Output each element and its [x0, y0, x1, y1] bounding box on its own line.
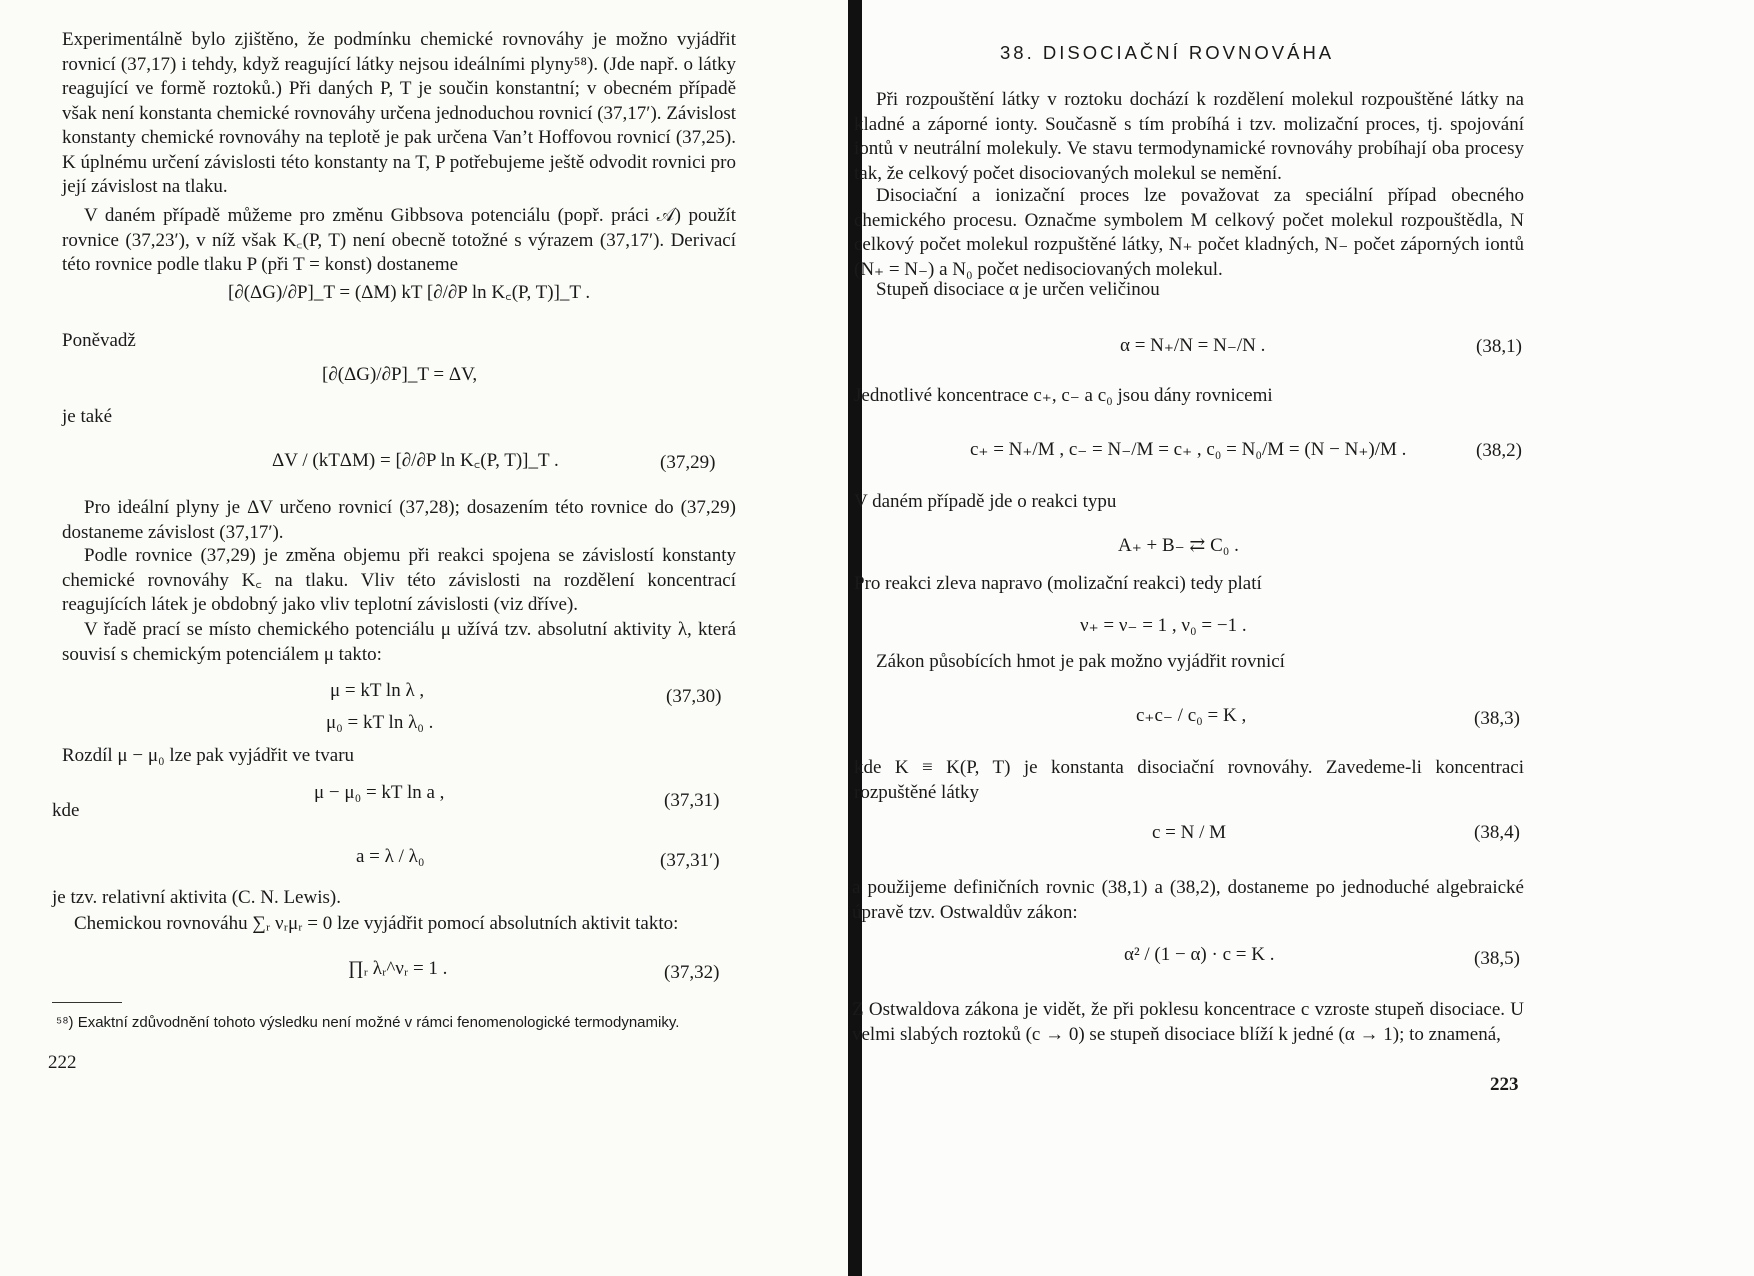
- equation-number: (37,32): [664, 962, 720, 983]
- paragraph: Z Ostwaldova zákona je vidět, že při poklesu koncentrace c vzroste stupeň disociace. U velmi slabých roztoků (c → 0) se stupeň disociace blíží k jedné (α → 1); to znamená,: [852, 999, 1524, 1045]
- paragraph: kde K ≡ K(P, T) je konstanta disociační rovnováhy. Zavedeme-li koncentraci rozpuštěné látky: [854, 757, 1524, 803]
- page-number: 223: [1490, 1074, 1519, 1095]
- equation-number: (38,3): [1474, 708, 1520, 729]
- equation: [∂(ΔG)/∂P]_T = (ΔM) kT [∂/∂P ln K꜀(P, T)]_T .: [228, 282, 591, 303]
- footnote-rule: [52, 1002, 122, 1003]
- paragraph: Jednotlivé koncentrace c₊, c₋ a c₀ jsou dány rovnicemi: [854, 385, 1273, 406]
- paragraph: V řadě prací se místo chemického potenciálu μ užívá tzv. absolutní aktivity λ, která souvisí s chemickým potenciálem μ takto:: [62, 619, 736, 665]
- equation: α = N₊/N = N₋/N .: [1120, 335, 1266, 356]
- equation: ∏ᵣ λᵣ^νᵣ = 1 .: [348, 958, 448, 979]
- paragraph: je tzv. relativní aktivita (C. N. Lewis).: [52, 887, 341, 908]
- equation-number: (38,1): [1476, 336, 1522, 357]
- paragraph: Podle rovnice (37,29) je změna objemu při reakci spojena se závislostí konstanty chemické rovnováhy K꜀ na tlaku. Vliv této závislosti na rozdělení koncentrací reagujících látek je obdobný jako vliv teplotní závislosti (viz dříve).: [62, 545, 736, 615]
- paragraph: Zákon působících hmot je pak možno vyjádřit rovnicí: [876, 651, 1285, 672]
- paragraph: Chemickou rovnováhu ∑ᵣ νᵣμᵣ = 0 lze vyjádřit pomocí absolutních aktivit takto:: [74, 913, 679, 934]
- equation: μ − μ₀ = kT ln a ,: [314, 782, 445, 803]
- equation: c = N / M: [1152, 822, 1227, 843]
- paragraph: Pro ideální plyny je ΔV určeno rovnicí (37,28); dosazením této rovnice do (37,29) dostaneme závislost (37,17′).: [62, 497, 736, 543]
- equation-number: (38,2): [1476, 440, 1522, 461]
- equation: μ₀ = kT ln λ₀ .: [326, 712, 434, 733]
- page-number: 222: [48, 1052, 77, 1073]
- paragraph: V daném případě jde o reakci typu: [854, 491, 1117, 512]
- paragraph: Pro reakci zleva napravo (molizační reakci) tedy platí: [854, 573, 1262, 594]
- equation-number: (37,30): [666, 686, 722, 707]
- paragraph: Experimentálně bylo zjištěno, že podmínku chemické rovnováhy je možno vyjádřit rovnicí (37,17) i tehdy, když reagující látky nejsou ideálními plyny⁵⁸). (Jde např. o látky reagující ve formě roztoků.) Při daných P, T je součin konstantní; v obecném případě však není konstanta chemické rovnováhy určena jednoduchou rovnicí (37,17′). Závislost konstanty chemické rovnováhy na teplotě je pak určena Van’t Hoffovou rovnicí (37,25). K úplnému určení závislosti této konstanty na T, P potřebujeme ještě odvodit rovnici pro její závislost na tlaku.: [62, 29, 736, 197]
- equation: ν₊ = ν₋ = 1 , ν₀ = −1 .: [1080, 615, 1247, 636]
- equation-number: (38,4): [1474, 822, 1520, 843]
- paragraph: Při rozpouštění látky v roztoku dochází k rozdělení molekul rozpouštěné látky na kladné a záporné ionty. Současně s tím probíhá i tzv. molizační proces, tj. spojování iontů v neutrální molekuly. Ve stavu termodynamické rovnováhy probíhají oba procesy tak, že celkový počet disociovaných molekul se nemění.: [854, 89, 1524, 184]
- reaction-equation: A₊ + B₋ ⇄ C₀ .: [1118, 535, 1239, 556]
- section-heading: 38. DISOCIAČNÍ ROVNOVÁHA: [1000, 42, 1335, 63]
- equation-number: (37,31): [664, 790, 720, 811]
- label-kde: kde: [52, 800, 80, 821]
- equation-number: (37,31′): [660, 850, 720, 871]
- paragraph: Disociační a ionizační proces lze považovat za speciální případ obecného chemického procesu. Označme symbolem M celkový počet molekul rozpouštědla, N celkový počet molekul rozpuštěné látky, N₊ počet kladných, N₋ počet záporných iontů (N₊ = N₋) a N₀ počet nedisociovaných molekul.: [854, 185, 1524, 280]
- right-page: [852, 0, 1754, 1276]
- paragraph: V daném případě můžeme pro změnu Gibbsova potenciálu (popř. práci 𝒜) použít rovnice (37,23′), v níž však K꜀(P, T) není obecně totožné s výrazem (37,17′). Derivací této rovnice podle tlaku P (při T = konst) dostaneme: [62, 205, 736, 275]
- equation: [∂(ΔG)/∂P]_T = ΔV,: [322, 364, 478, 385]
- equation: ΔV / (kTΔM) = [∂/∂P ln K꜀(P, T)]_T .: [272, 450, 559, 471]
- equation: c₊c₋ / c₀ = K ,: [1136, 705, 1247, 726]
- equation-number: (38,5): [1474, 948, 1520, 969]
- equation: μ = kT ln λ ,: [330, 680, 425, 701]
- paragraph: a použijeme definičních rovnic (38,1) a (38,2), dostaneme po jednoduché algebraické úpravě tzv. Ostwaldův zákon:: [852, 877, 1524, 923]
- equation-number: (37,29): [660, 452, 716, 473]
- equation: α² / (1 − α) · c = K .: [1124, 944, 1275, 965]
- label-je-take: je také: [62, 406, 113, 427]
- paragraph: Stupeň disociace α je určen veličinou: [876, 279, 1160, 300]
- label-ponevadz: Poněvadž: [62, 330, 136, 351]
- equation: c₊ = N₊/M , c₋ = N₋/M = c₊ , c₀ = N₀/M = (N − N₊)/M .: [970, 439, 1407, 460]
- paragraph: Rozdíl μ − μ₀ lze pak vyjádřit ve tvaru: [62, 745, 355, 766]
- left-page: [0, 0, 848, 1276]
- footnote: ⁵⁸) Exaktní zdůvodnění tohoto výsledku není možné v rámci fenomenologické termodynamiky.: [56, 1014, 680, 1031]
- equation: a = λ / λ₀: [356, 846, 425, 867]
